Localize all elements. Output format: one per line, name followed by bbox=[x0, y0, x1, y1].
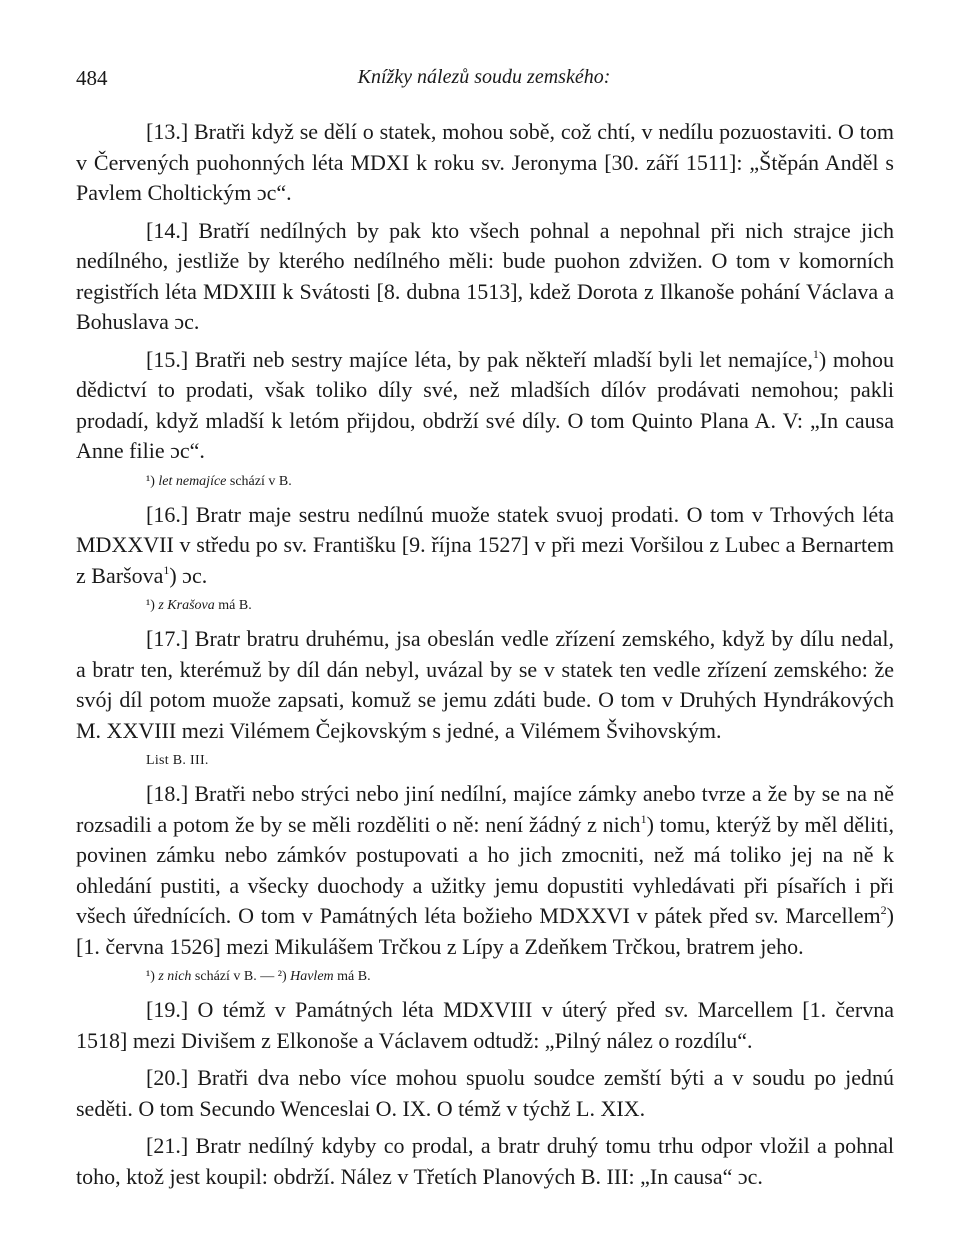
paragraph-text: Bratr nedílný kdyby co prodal, a bratr druhý tomu trhu odpor vložil a pohnal toho, ktož jest koupil: obdrží. Nález v Třetích Planových B. III: „In causa“ ɔc. bbox=[76, 1133, 895, 1189]
footnote-mark: ¹) bbox=[146, 969, 155, 984]
footnote-term: Havlem bbox=[290, 969, 334, 984]
footnote-mark: ²) bbox=[277, 969, 287, 984]
page-header bbox=[76, 66, 892, 96]
paragraph-text: Bratři neb sestry majíce léta, by pak někteří mladší byli let nemajíce, bbox=[194, 346, 813, 372]
footnote-term: z Krašova bbox=[158, 598, 215, 613]
footnote-text: má B. bbox=[337, 969, 371, 984]
list-reference: List B. III. bbox=[146, 753, 209, 768]
footnote-reference: 2 bbox=[880, 903, 887, 917]
footnote-text: schází v B. — bbox=[194, 969, 275, 984]
running-title: Knížky nálezů soudu zemského: bbox=[357, 66, 611, 88]
paragraph-20 bbox=[76, 1063, 894, 1124]
footnote-text: má B. bbox=[218, 598, 252, 613]
paragraph-13 bbox=[76, 117, 894, 209]
paragraph-number: [18.] bbox=[146, 781, 189, 806]
footnote-mark: ¹) bbox=[146, 598, 155, 613]
paragraph-14 bbox=[76, 216, 894, 338]
footnote-mark: ¹) bbox=[146, 473, 155, 489]
footnote-text: schází v B. bbox=[229, 473, 292, 489]
paragraph-number: [15.] bbox=[146, 346, 189, 372]
footnote-reference: 1 bbox=[640, 811, 647, 826]
paragraph-17 bbox=[76, 624, 894, 746]
paragraph-text: O témž v Památných léta MDXVIII v úterý před sv. Marcellem [1. června 1518] mezi Divišem z Elkonoše a Václavem odtudž: „Pilný nález o rozdílu“. bbox=[76, 997, 894, 1053]
paragraph-text: ) mohou dědictví to prodati, však toliko díly své, než mladších dílóv prodávati nemohou; pakli prodadí, když mladší k letóm přijdou, obdrží své díly. O tom Quinto Plana A. V: „In causa Anne filie ɔc“. bbox=[76, 346, 894, 463]
paragraph-text: Bratří nedílných by pak kto všech pohnal a nepohnal při nich strajce jich nedílného, jestliže by kterého nedílného měli: bude puohon zdvižen. O tom v komorních registřích léta MDXIII k Svátosti [8. dubna 1513], kdež Dorota z Ilkanoše pohání Václava a Bohuslava ɔc. bbox=[76, 217, 895, 334]
paragraph-text: ) ɔc. bbox=[169, 562, 208, 588]
paragraph-number: [20.] bbox=[146, 1065, 189, 1090]
paragraph-text: Bratr maje sestru nedílnú muože statek svuoj prodati. O tom v Trhových léta MDXXVII v středu po sv. Františku [9. října 1527] v při mezi Voršilou z Lubec a Bernartem z Baršova bbox=[76, 501, 894, 588]
paragraph-18 bbox=[76, 779, 894, 962]
paragraph-number: [16.] bbox=[146, 501, 189, 527]
footnote-term: let nemajíce bbox=[158, 473, 227, 489]
paragraph-16 bbox=[76, 500, 894, 592]
page-number: 484 bbox=[76, 66, 108, 90]
paragraph-number: [19.] bbox=[146, 997, 189, 1022]
footnote bbox=[146, 596, 894, 616]
paragraph-text: ) [1. června 1526] mezi Mikulášem Trčkou z Lípy a Zdeňkem Trčkou, bratrem jeho. bbox=[76, 903, 894, 959]
paragraph-text: Bratři nebo strýci nebo jiní nedílní, majíce zámky anebo tvrze a že by se na ně rozsadili a potom že by se měli rozděliti o ně: není žádný z nich bbox=[76, 781, 894, 837]
paragraph-number: [13.] bbox=[146, 119, 189, 144]
paragraph-text: ) tomu, kterýž by měl děliti, povinen zámku nebo zámkóv postupovati a ho jich zmocniti, než má toliko jej na ně k ohledání pustiti, a všecky duochody a užitky jemu dopustiti vyhledávati při písařích i při všech úřednících. O tom v Památných léta božieho MDXXVI v pátek před sv. Marcellem bbox=[76, 811, 894, 928]
footnote-term: z nich bbox=[158, 969, 192, 984]
paragraph-21 bbox=[76, 1131, 894, 1192]
paragraph-number: [21.] bbox=[146, 1133, 189, 1158]
footnote bbox=[146, 967, 894, 987]
page-body bbox=[76, 117, 894, 1192]
paragraph-number: [17.] bbox=[146, 626, 189, 651]
footnote bbox=[146, 472, 894, 492]
footnote-reference: 1 bbox=[812, 346, 819, 361]
paragraph-15 bbox=[76, 345, 894, 467]
footnote-reference: 1 bbox=[163, 562, 170, 577]
paragraph-text: Bratři když se dělí o statek, mohou sobě, což chtí, v nedílu pozuostaviti. O tom v Červených puohonných léta MDXI k roku sv. Jeronyma [30. září 1511]: „Štěpán Anděl s Pavlem Choltickým ɔc“. bbox=[76, 119, 895, 205]
paragraph-number: [14.] bbox=[146, 217, 189, 243]
paragraph-19 bbox=[76, 995, 894, 1056]
paragraph-text: Bratr bratru druhému, jsa obeslán vedle zřízení zemského, když by dílu nedal, a bratr ten, kterémuž by díl dán nebyl, uvázal by se v statek ten vedle zřízení zemského: že svój díl potom muože zapsati, komuž se jemu zdáti bude. O tom v Druhých Hyndrákových M. XXVIII mezi Vilémem Čejkovským s jedné, a Vilémem Švihovským. bbox=[76, 626, 894, 743]
paragraph-text: Bratři dva nebo více mohou spuolu soudce zemští býti a v soudu po jednú seděti. O tom Secundo Wenceslai O. IX. O témž v týchž L. XIX. bbox=[76, 1065, 895, 1121]
